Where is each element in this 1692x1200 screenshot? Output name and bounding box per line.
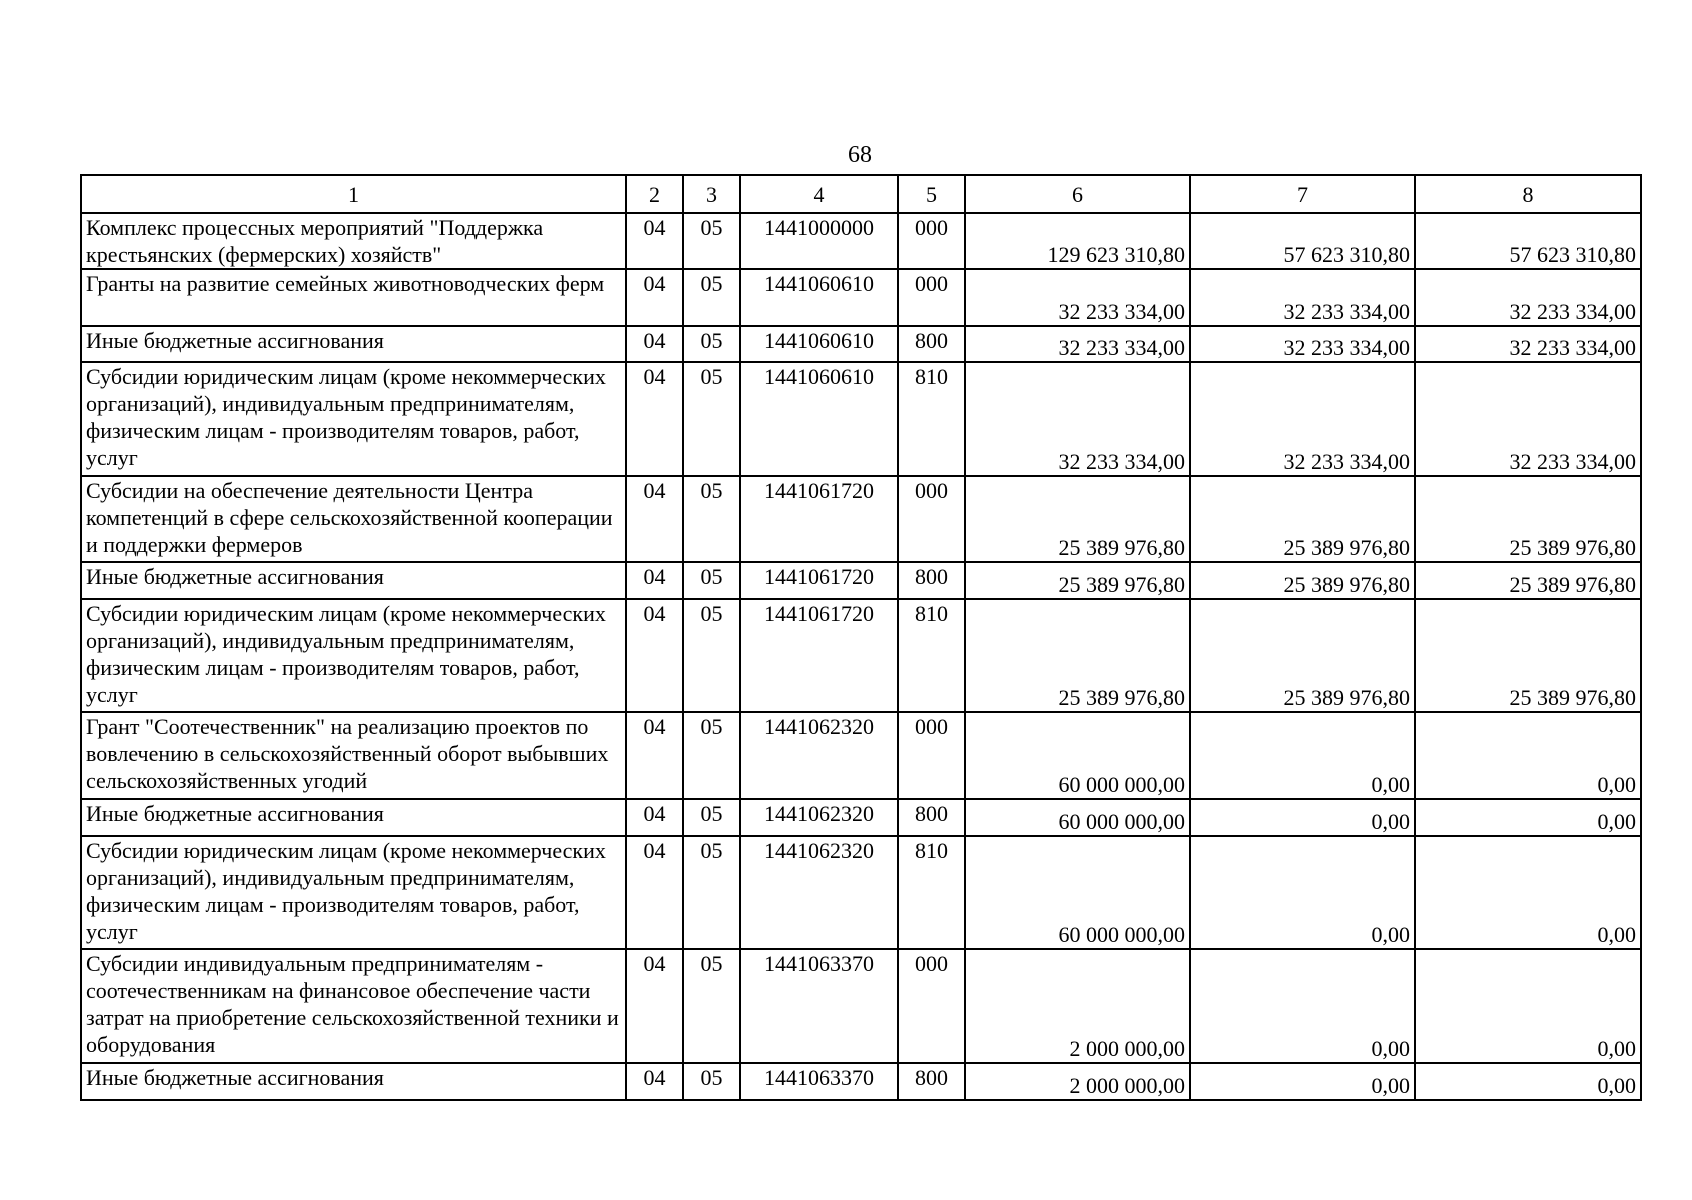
subsection-code: 05 <box>683 799 740 836</box>
table-row <box>81 949 1641 1063</box>
row-name: Субсидии юридическим лицам (кроме некоммерческих организаций), индивидуальным предпринимателям, физическим лицам - производителям товаров, работ, услуг <box>81 836 626 949</box>
subsection-code: 05 <box>683 1063 740 1100</box>
target-article-code: 1441060610 <box>740 362 898 476</box>
amount-col7: 32 233 334,00 <box>1190 269 1415 326</box>
table-row <box>81 1063 1641 1100</box>
amount-col6: 32 233 334,00 <box>965 326 1190 362</box>
row-name: Субсидии на обеспечение деятельности Центра компетенций в сфере сельскохозяйственной кооперации и поддержки фермеров <box>81 476 626 562</box>
column-header: 4 <box>740 175 898 213</box>
table-row <box>81 362 1641 476</box>
column-header: 7 <box>1190 175 1415 213</box>
section-code: 04 <box>626 269 683 326</box>
subsection-code: 05 <box>683 562 740 599</box>
column-header: 2 <box>626 175 683 213</box>
amount-col7: 57 623 310,80 <box>1190 213 1415 269</box>
amount-col8: 25 389 976,80 <box>1415 599 1641 712</box>
amount-col8: 0,00 <box>1415 949 1641 1063</box>
table-row <box>81 562 1641 599</box>
expense-type-code: 000 <box>898 712 965 799</box>
header-row <box>81 175 1641 213</box>
row-name: Субсидии юридическим лицам (кроме некоммерческих организаций), индивидуальным предпринимателям, физическим лицам - производителям товаров, работ, услуг <box>81 362 626 476</box>
expense-type-code: 810 <box>898 362 965 476</box>
amount-col7: 25 389 976,80 <box>1190 562 1415 599</box>
expense-type-code: 000 <box>898 213 965 269</box>
row-name: Грант "Соотечественник" на реализацию проектов по вовлечению в сельскохозяйственный оборот выбывших сельскохозяйственных угодий <box>81 712 626 799</box>
target-article-code: 1441062320 <box>740 799 898 836</box>
amount-col7: 0,00 <box>1190 949 1415 1063</box>
row-name: Субсидии юридическим лицам (кроме некоммерческих организаций), индивидуальным предпринимателям, физическим лицам - производителям товаров, работ, услуг <box>81 599 626 712</box>
amount-col7: 0,00 <box>1190 712 1415 799</box>
expense-type-code: 810 <box>898 836 965 949</box>
expense-type-code: 800 <box>898 1063 965 1100</box>
amount-col7: 0,00 <box>1190 799 1415 836</box>
amount-col6: 25 389 976,80 <box>965 476 1190 562</box>
amount-col8: 32 233 334,00 <box>1415 326 1641 362</box>
amount-col6: 60 000 000,00 <box>965 712 1190 799</box>
amount-col8: 0,00 <box>1415 799 1641 836</box>
section-code: 04 <box>626 362 683 476</box>
row-name: Иные бюджетные ассигнования <box>81 562 626 599</box>
expense-type-code: 800 <box>898 562 965 599</box>
section-code: 04 <box>626 836 683 949</box>
column-header: 6 <box>965 175 1190 213</box>
row-name: Гранты на развитие семейных животноводческих ферм <box>81 269 626 326</box>
target-article-code: 1441061720 <box>740 476 898 562</box>
row-name: Комплекс процессных мероприятий "Поддержка крестьянских (фермерских) хозяйств" <box>81 213 626 269</box>
subsection-code: 05 <box>683 213 740 269</box>
target-article-code: 1441061720 <box>740 599 898 712</box>
subsection-code: 05 <box>683 326 740 362</box>
table-row <box>81 599 1641 712</box>
target-article-code: 1441060610 <box>740 326 898 362</box>
subsection-code: 05 <box>683 269 740 326</box>
row-name: Иные бюджетные ассигнования <box>81 799 626 836</box>
expense-type-code: 810 <box>898 599 965 712</box>
amount-col8: 0,00 <box>1415 836 1641 949</box>
section-code: 04 <box>626 562 683 599</box>
table-row <box>81 799 1641 836</box>
amount-col6: 60 000 000,00 <box>965 799 1190 836</box>
row-name: Иные бюджетные ассигнования <box>81 1063 626 1100</box>
subsection-code: 05 <box>683 949 740 1063</box>
expense-type-code: 800 <box>898 326 965 362</box>
amount-col7: 25 389 976,80 <box>1190 476 1415 562</box>
target-article-code: 1441063370 <box>740 1063 898 1100</box>
budget-table <box>80 174 1642 1101</box>
table-row <box>81 269 1641 326</box>
column-header: 5 <box>898 175 965 213</box>
amount-col6: 129 623 310,80 <box>965 213 1190 269</box>
amount-col7: 32 233 334,00 <box>1190 362 1415 476</box>
column-header: 8 <box>1415 175 1641 213</box>
page-number: 68 <box>848 142 872 168</box>
subsection-code: 05 <box>683 599 740 712</box>
section-code: 04 <box>626 799 683 836</box>
amount-col8: 32 233 334,00 <box>1415 362 1641 476</box>
expense-type-code: 000 <box>898 269 965 326</box>
section-code: 04 <box>626 599 683 712</box>
row-name: Иные бюджетные ассигнования <box>81 326 626 362</box>
amount-col7: 0,00 <box>1190 1063 1415 1100</box>
amount-col6: 2 000 000,00 <box>965 949 1190 1063</box>
target-article-code: 1441000000 <box>740 213 898 269</box>
target-article-code: 1441060610 <box>740 269 898 326</box>
amount-col8: 57 623 310,80 <box>1415 213 1641 269</box>
expense-type-code: 000 <box>898 949 965 1063</box>
amount-col8: 25 389 976,80 <box>1415 476 1641 562</box>
target-article-code: 1441061720 <box>740 562 898 599</box>
amount-col8: 32 233 334,00 <box>1415 269 1641 326</box>
column-header: 3 <box>683 175 740 213</box>
amount-col6: 32 233 334,00 <box>965 362 1190 476</box>
table-row <box>81 326 1641 362</box>
section-code: 04 <box>626 1063 683 1100</box>
subsection-code: 05 <box>683 362 740 476</box>
amount-col6: 32 233 334,00 <box>965 269 1190 326</box>
amount-col6: 25 389 976,80 <box>965 562 1190 599</box>
section-code: 04 <box>626 476 683 562</box>
expense-type-code: 800 <box>898 799 965 836</box>
amount-col8: 0,00 <box>1415 1063 1641 1100</box>
subsection-code: 05 <box>683 836 740 949</box>
row-name: Субсидии индивидуальным предпринимателям - соотечественникам на финансовое обеспечение части затрат на приобретение сельскохозяйственной техники и оборудования <box>81 949 626 1063</box>
amount-col7: 0,00 <box>1190 836 1415 949</box>
section-code: 04 <box>626 712 683 799</box>
section-code: 04 <box>626 213 683 269</box>
table-row <box>81 213 1641 269</box>
target-article-code: 1441062320 <box>740 712 898 799</box>
amount-col7: 25 389 976,80 <box>1190 599 1415 712</box>
amount-col7: 32 233 334,00 <box>1190 326 1415 362</box>
target-article-code: 1441062320 <box>740 836 898 949</box>
expense-type-code: 000 <box>898 476 965 562</box>
amount-col8: 25 389 976,80 <box>1415 562 1641 599</box>
table-row <box>81 476 1641 562</box>
table-row <box>81 712 1641 799</box>
amount-col8: 0,00 <box>1415 712 1641 799</box>
section-code: 04 <box>626 949 683 1063</box>
amount-col6: 60 000 000,00 <box>965 836 1190 949</box>
target-article-code: 1441063370 <box>740 949 898 1063</box>
table-row <box>81 836 1641 949</box>
amount-col6: 25 389 976,80 <box>965 599 1190 712</box>
column-header: 1 <box>81 175 626 213</box>
subsection-code: 05 <box>683 712 740 799</box>
subsection-code: 05 <box>683 476 740 562</box>
section-code: 04 <box>626 326 683 362</box>
amount-col6: 2 000 000,00 <box>965 1063 1190 1100</box>
